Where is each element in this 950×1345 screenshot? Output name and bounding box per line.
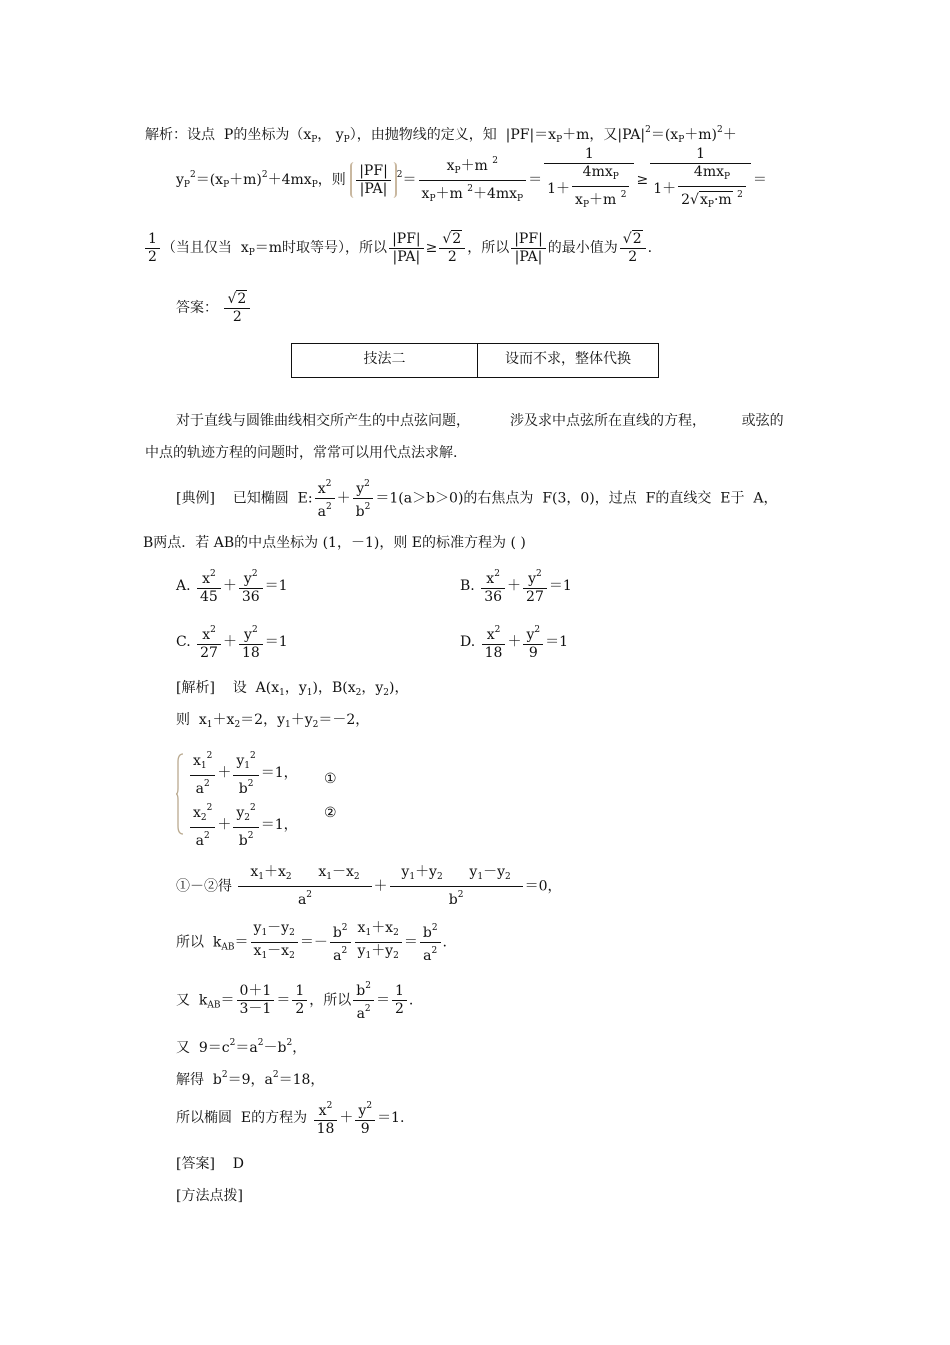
slope-value: 又 $k_{AB}=$ $\frac{0+1}{3-1}$ ＝ $\frac{1}{2}$ ，所以 $\frac{b^2}{a^2}$ ＝ $\frac{1}{2}$ . xyxy=(176,978,413,1026)
difference-equation: ①－②得 $\frac{x_1+x_2 x_1-x_2}{a^2}$ ＋ $\frac{y_1+y_2 y_1-y_2}{b^2}$ ＝0， xyxy=(176,864,562,908)
method-tag: [方法点拨] xyxy=(176,1188,243,1204)
intro-line-2: 中点的轨迹方程的问题时，常常可以用代点法求解. xyxy=(145,445,458,461)
slope-equation: 所以 $k_{AB}=$ $\frac{y_1-y_2}{x_1-x_2}$ ＝－ $\frac{b^2}{a^2}$ $\frac{x_1+x_2}{y_1+y_2}$ ＝ $\frac{b^2}{a^2}$ . xyxy=(176,920,447,964)
solution-line-2: 则 $x_1+x_2=2$，$y_1+y_2=-2$， xyxy=(176,712,370,730)
equation-1: $\frac{x_1^2}{a^2}$ ＋ $\frac{y_1^2}{b^2}$ ＝1， xyxy=(188,748,298,798)
technique-name: 技法二 xyxy=(292,344,478,378)
example-tag: [典例] xyxy=(176,490,215,507)
technique-table xyxy=(291,343,659,378)
answer-2-tag: [答案] xyxy=(176,1156,215,1172)
example-line-1: [典例] 已知椭圆 E: $\frac{x^2}{a^2}$ ＋ $\frac{y^2}{b^2}$ ＝1(a＞b＞0)的右焦点为 F(3，0)，过点 F的直线交 E于 A， xyxy=(176,476,778,521)
solution-tag: [解析] xyxy=(176,680,215,696)
analysis-line-1: 解析：设点 P的坐标为（$x_P$， $y_P$），由抛物线的定义，知 $|PF|=x_P+m$，又$|PA|^2=(x_P+m)^2+$ xyxy=(145,125,737,145)
answer-value: $\frac{√2}{2}$ xyxy=(224,291,250,326)
option-d[interactable]: D. $\frac{x^2}{18}$ ＋ $\frac{y^2}{9}$ ＝1 xyxy=(460,622,568,662)
technique-desc: 设而不求，整体代换 xyxy=(478,344,659,378)
equation-1-mark: ① xyxy=(324,771,337,787)
equation-2: $\frac{x_2^2}{a^2}$ ＋ $\frac{y_2^2}{b^2}$ ＝1， xyxy=(188,800,298,850)
solve-line: 解得 $b^2=9$，$a^2=18$， xyxy=(176,1070,325,1088)
answer-label: 答案： xyxy=(176,300,218,316)
answer-1 xyxy=(176,290,252,326)
equation-2-mark: ② xyxy=(324,805,337,821)
example-line-2: B两点．若 AB的中点坐标为 (1，－1)，则 E的标准方程为 ( ) xyxy=(143,535,526,551)
solution-line-1: [解析] 设 $A(x_1$，$y_1$)，$B(x_2$，$y_2$)， xyxy=(176,680,409,698)
option-c[interactable]: C. $\frac{x^2}{27}$ ＋ $\frac{y^2}{18}$ ＝1 xyxy=(176,622,288,662)
c-equation: 又 $9=c^2=a^2-b^2$， xyxy=(176,1038,307,1056)
analysis-line-3: $\frac{1}{2}$ （当且仅当 $x_P=m$时取等号），所以 $\frac{|PF|}{|PA|}$ ≥ $\frac{√2}{2}$ ，所以 $\frac{|PF|}{|PA|}$ 的最小值为 $\frac{√2}{2}$ . xyxy=(143,230,652,271)
answer-2-value: D xyxy=(232,1156,244,1172)
answer-2 xyxy=(176,1155,244,1173)
conclusion-line: 所以椭圆 E的方程为 $\frac{x^2}{18}$ ＋ $\frac{y^2}{9}$ ＝1. xyxy=(176,1098,404,1138)
analysis-line-2: $y_P^2=(x_P+m)^2+4mx_P$，则 $\frac{|PF|}{|PA|}$ $^2$＝ $\frac{x_P+m ^2}{x_P+m ^2+4mx_P}$ ＝ 1 1＋ $\frac{4mx_P}{x_P+m ^2}$ ≥ 1 1＋ $\frac{4mx_P}{2√x_P\cdot m ^2}$ ＝ xyxy=(176,146,767,210)
intro-line-1: 对于直线与圆锥曲线相交所产生的中点弦问题， 涉及求中点弦所在直线的方程， 或弦的 xyxy=(176,413,784,429)
system-brace xyxy=(176,752,184,836)
option-b[interactable]: B. $\frac{x^2}{36}$ ＋ $\frac{y^2}{27}$ ＝1 xyxy=(460,566,572,606)
option-a[interactable]: A. $\frac{x^2}{45}$ ＋ $\frac{y^2}{36}$ ＝1 xyxy=(176,566,288,606)
